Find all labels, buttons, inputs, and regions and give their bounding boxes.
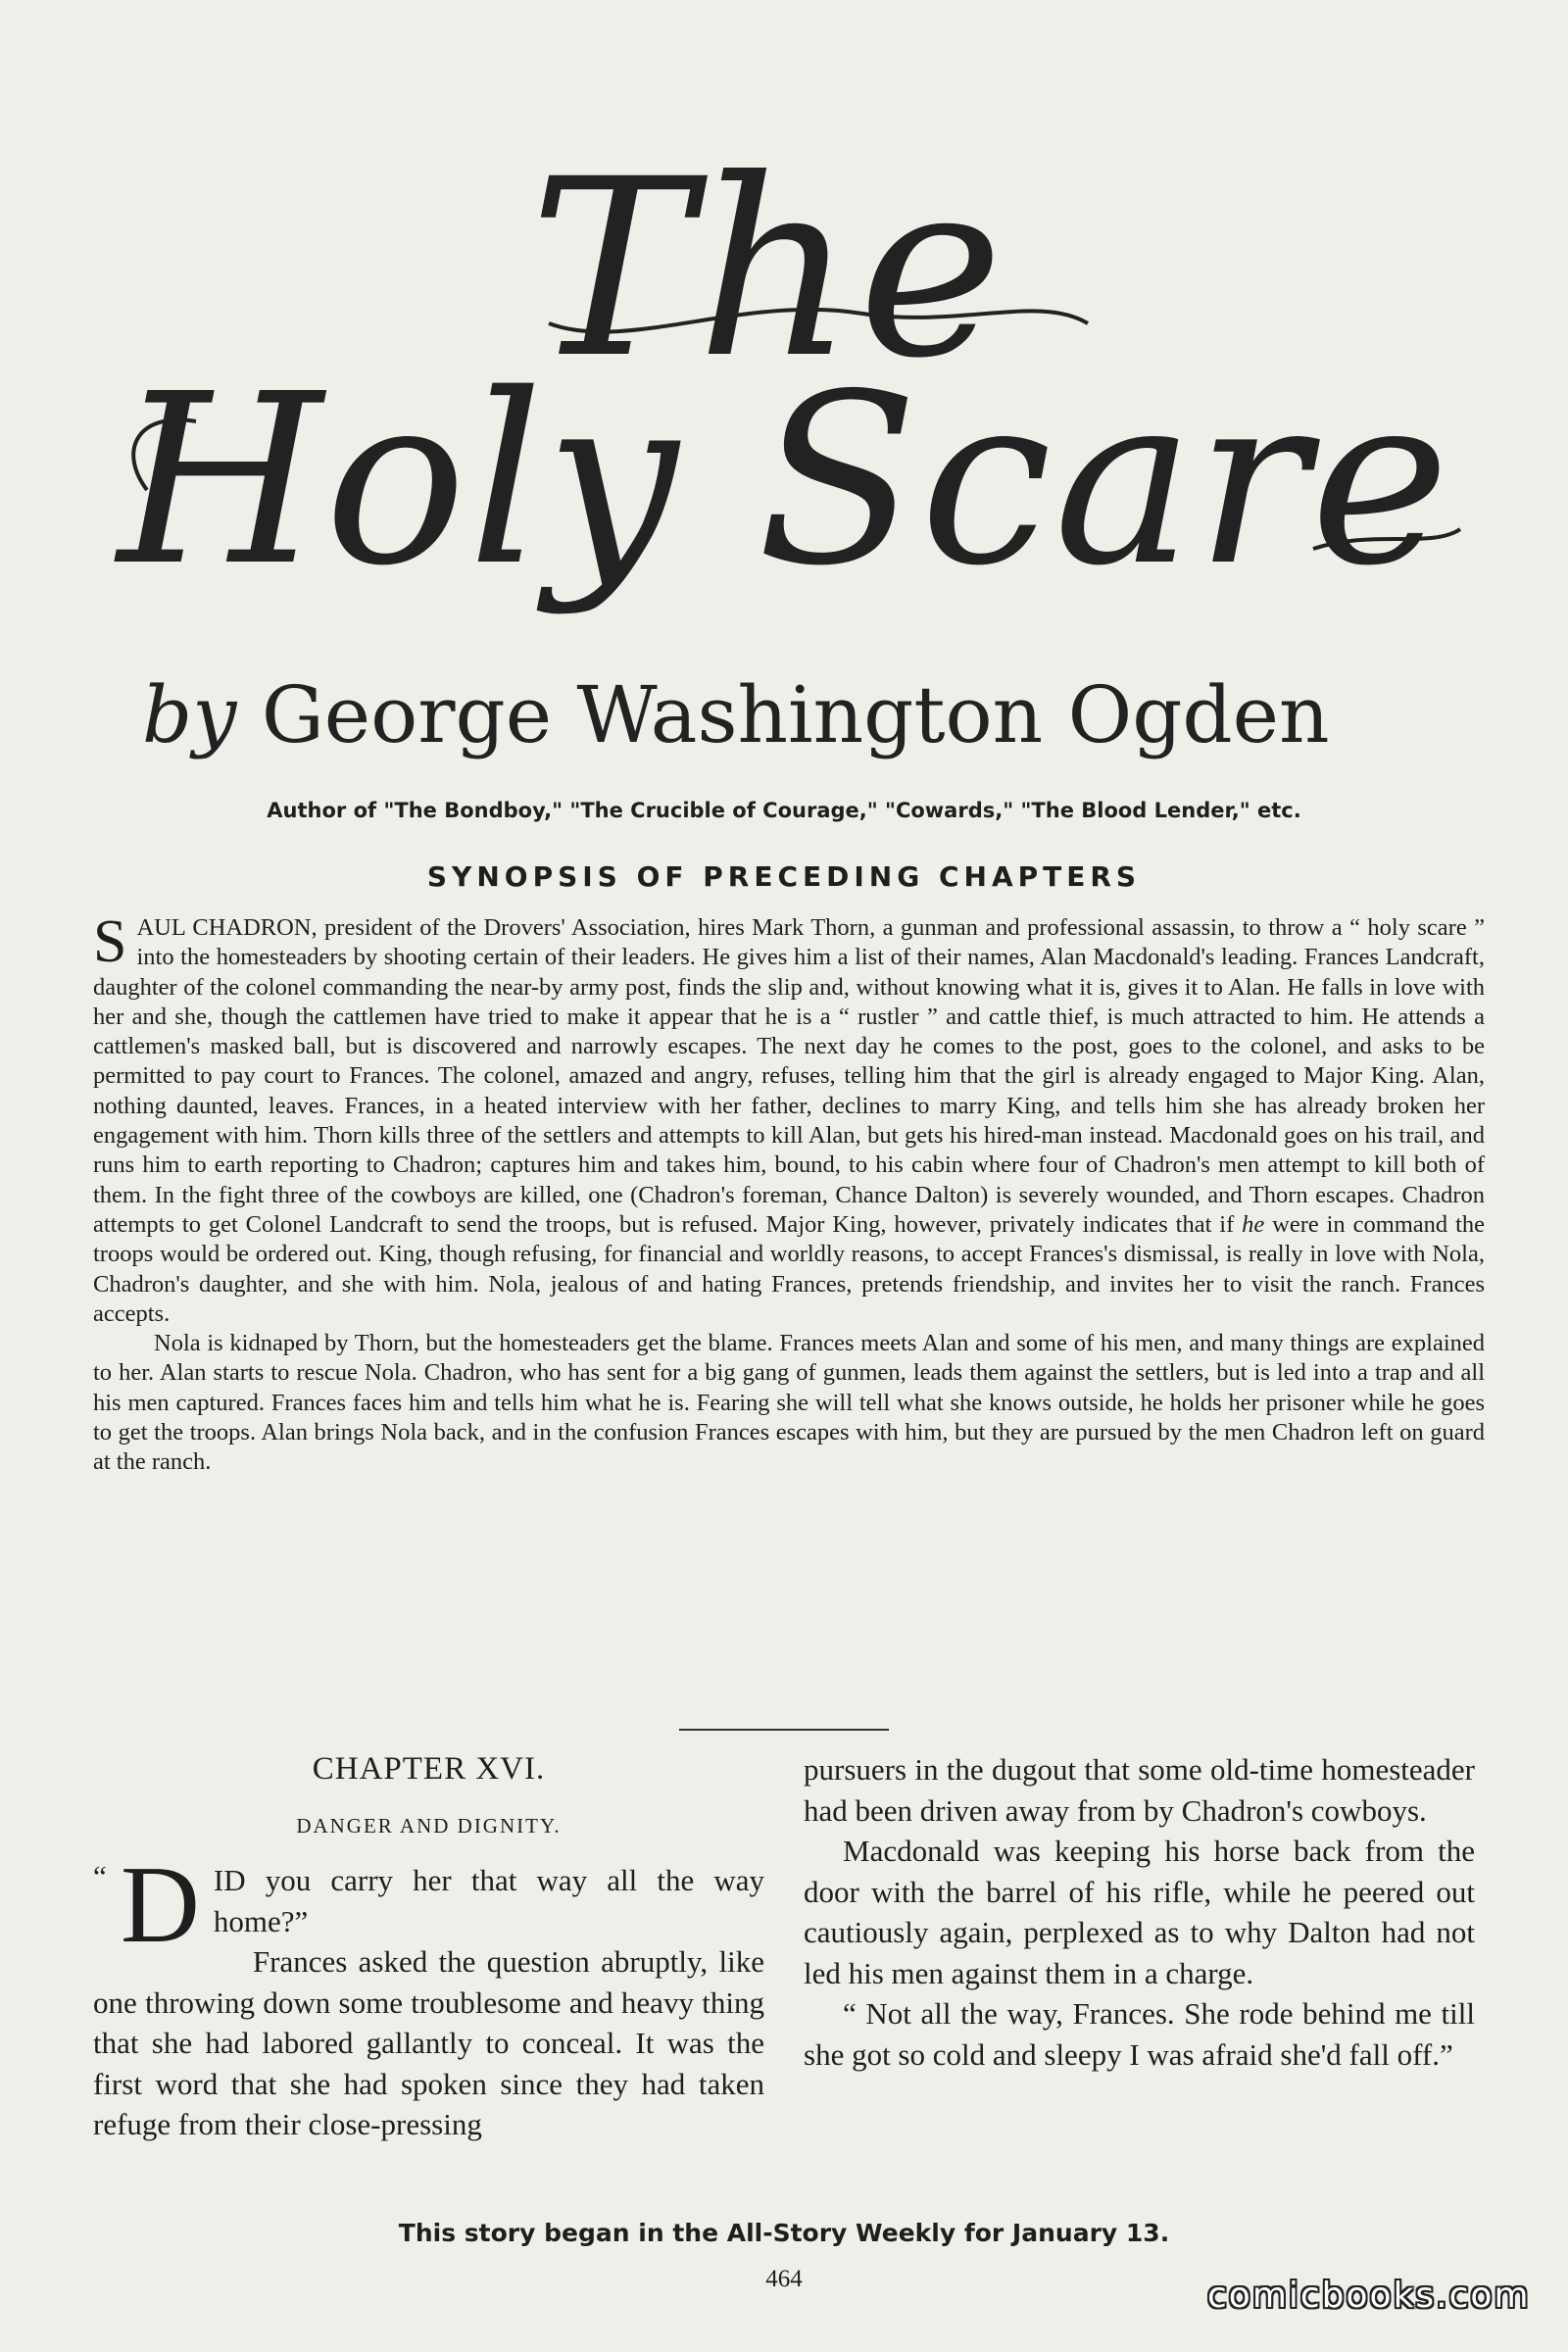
synopsis-paragraph (93, 908, 1485, 1329)
opening-quote: “ (93, 1859, 107, 1893)
title-holy-scare: Holy Scare (118, 343, 1452, 617)
byline-author: George Washington Ogden (261, 669, 1330, 760)
chapter-subtitle: DANGER AND DIGNITY. (296, 1813, 562, 1838)
author-works: Author of "The Bondboy," "The Crucible of Courage," "Cowards," "The Blood Lender," etc. (267, 799, 1301, 822)
synopsis-para1: AUL CHADRON, president of the Drovers' Association, hires Mark Thorn, a gunman and professional assassin, to throw a “ holy scare ” into the homesteaders by shooting certain of their leaders. He gives him a list of their names, Alan Macdonald's leading. Frances Landcraft, daughter of the colonel commanding the near-by army post, finds the slip and, without knowing what it is, gives it to Alan. He falls in love with her and she, though the cattlemen have tried to make it appear that he is a “ rustler ” and cattle thief, is much attracted to him. He attends a cattlemen's masked ball, but is discovered and narrowly escapes. The next day he comes to the post, goes to the colonel, and asks to be permitted to pay court to Frances. The colonel, amazed and angry, refuses, telling him that the girl is already engaged to Major King. Alan, nothing daunted, leaves. Frances, in a heated interview with her father, declines to marry King, and tells him she has already broken her engagement with him. Thorn kills three of the settlers and attempts to kill Alan, but gets his hired-man instead. Macdonald goes on his trail, and runs him to earth reporting to Chadron; captures him and takes him, bound, to his cabin where four of Chadron's men attempt to kill both of them. In the fight three of the cowboys are killed, one (Chadron's foreman, Chance Dalton) is severely wounded, and Thorn escapes. Chadron attempts to get Colonel Landcraft to send the troops, but is refused. Major King, however, privately indicates that if (93, 914, 1485, 1238)
left-column (93, 1749, 764, 2145)
drop-cap: D (121, 1844, 200, 1966)
title-the: The (529, 126, 1007, 412)
chapter-para-1: ID you carry her that way all the way home?” (213, 1863, 764, 1938)
synopsis-initial: S (93, 908, 127, 975)
site-watermark: comicbooks.com (1207, 2276, 1531, 2316)
byline (142, 669, 1426, 760)
synopsis-paragraph-2: Nola is kidnaped by Thorn, but the homesteaders get the blame. Frances meets Alan and some of his men, and many things are explained to her. Alan starts to rescue Nola. Chadron, who has sent for a big gang of gunmen, leads them against the settlers, but is led into a trap and all his men captured. Frances faces him and tells him what he is. Fearing she will tell what she knows outside, he holds her prisoner while he goes to get the troops. Alan brings Nola back, and in the confusion Frances escapes with him, but they are pursued by the men Chadron left on guard at the ranch. (93, 1330, 1485, 1476)
chapter-title: CHAPTER XVI. (312, 1751, 546, 1787)
synopsis-heading: SYNOPSIS OF PRECEDING CHAPTERS (426, 860, 1142, 893)
right-column (804, 1749, 1475, 2075)
byline-by: by (142, 669, 237, 760)
chapter-para-2: Frances asked the question abruptly, like one throwing down some troublesome and heavy thing that she had labored gallantly to conceal. It was the first word that she had spoken since they had taken refuge from their close-pressing (93, 1944, 764, 2141)
chapter-para-5: “ Not all the way, Frances. She rode behind me till she got so cold and sleepy I was afraid she'd fall off.” (804, 1996, 1475, 2072)
chapter-para-3: pursuers in the dugout that some old-time homesteader had been driven away from by Chadron's cowboys. (804, 1752, 1475, 1828)
section-divider (679, 1729, 889, 1731)
synopsis-emphasis: he (1242, 1210, 1265, 1238)
chapter-para-4: Macdonald was keeping his horse back from the door with the barrel of his rifle, while he peered out cautiously again, perplexed as to why Dalton had not led his men against them in a charge. (804, 1834, 1475, 1990)
synopsis-para1-end: were in command the troops would be ordered out. King, though refusing, for financial and worldly reasons, to accept Frances's dismissal, is really in love with Nola, Chadron's daughter, and she with him. Nola, jealous of and hating Frances, pretends friendship, and invites her to visit the ranch. Frances accepts. (93, 1210, 1485, 1327)
page-number: 464 (765, 2266, 803, 2292)
opening-paragraph (93, 1844, 764, 2145)
synopsis-text (93, 908, 1485, 1478)
story-began-note: This story began in the All-Story Weekly for January 13. (398, 2219, 1170, 2247)
